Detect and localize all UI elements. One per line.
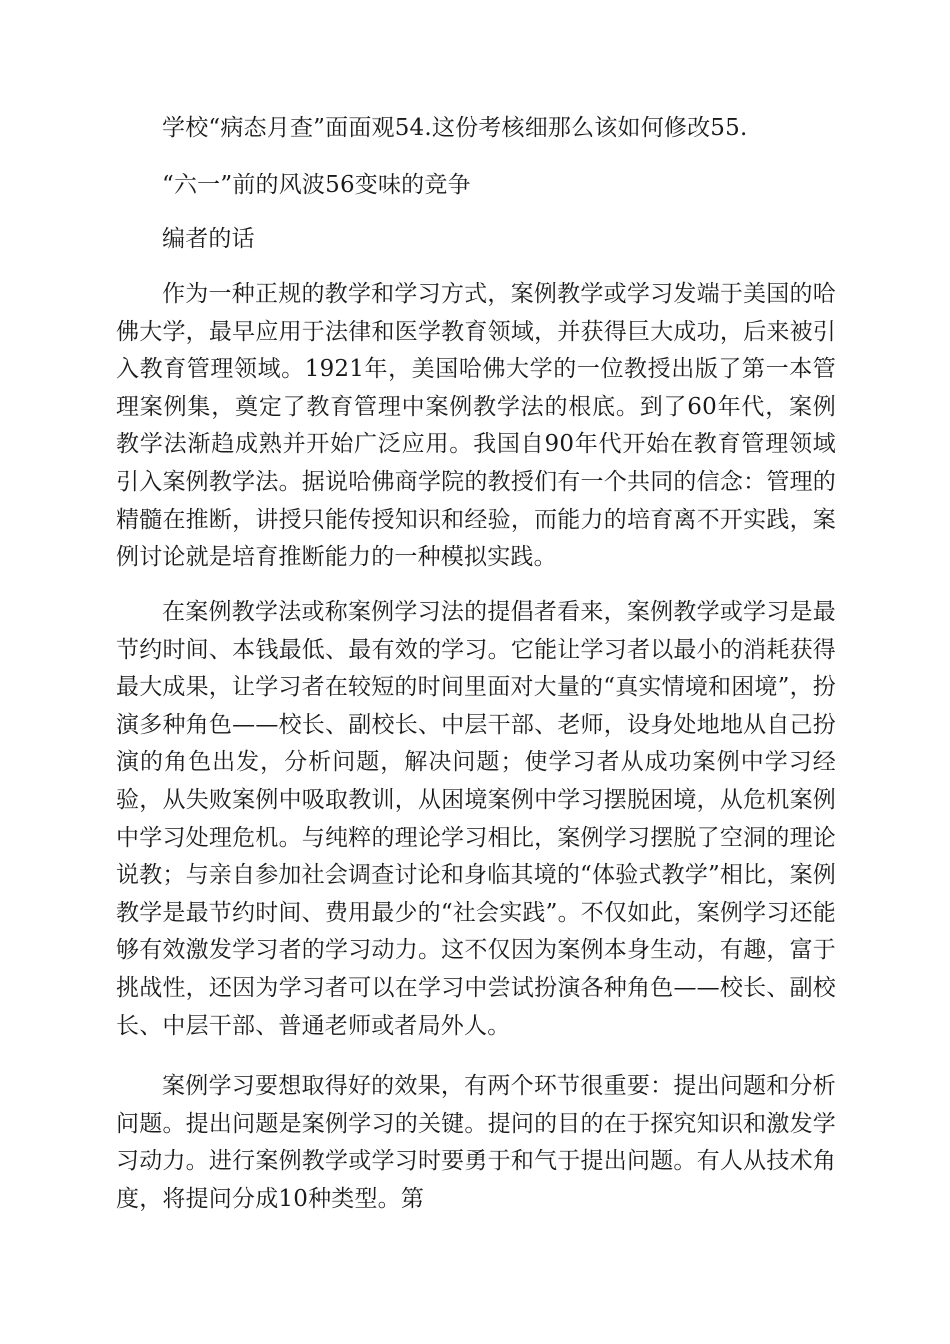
paragraph-2: 在案例教学法或称案例学习法的提倡者看来，案例教学或学习是最节约时间、本钱最低、最有效的学习。它能让学习者以最小的消耗获得最大成果，让学习者在较短的时间里面对大量的“真实情境和困境”，扮演多种角色——校长、副校长、中层干部、老师，设身处地地从自己扮演的角色出发，分析问题，解决问题；使学习者从成功案例中学习经验，从失败案例中吸取教训，从困境案例中学习摆脱困境，从危机案例中学习处理危机。与纯粹的理论学习相比，案例学习摆脱了空洞的理论说教；与亲自参加社会调查讨论和身临其境的“体验式教学”相比，案例教学是最节约时间、费用最少的“社会实践”。不仅如此，案例学习还能够有效激发学习者的学习动力。这不仅因为案例本身生动，有趣，富于挑战性，还因为学习者可以在学习中尝试扮演各种角色——校长、副校长、中层干部、普通老师或者局外人。 [116,599,836,1039]
paragraph-3: 案例学习要想取得好的效果，有两个环节很重要：提出问题和分析问题。提出问题是案例学习的关键。提问的目的在于探究知识和激发学习动力。进行案例教学或学习时要勇于和气于提出问题。有人从技术角度，将提问分成10种类型。第 [116,1073,836,1212]
toc-line-1: 学校“病态月查”面面观54.这份考核细那么该如何修改55. [162,115,748,141]
editor-note-heading: 编者的话 [162,226,255,252]
toc-line-2: “六一”前的风波56变味的竞争 [162,172,471,198]
paragraph-1: 作为一种正规的教学和学习方式，案例教学或学习发端于美国的哈佛大学，最早应用于法律和医学教育领域，并获得巨大成功，后来被引入教育管理领域。1921年，美国哈佛大学的一位教授出版了第一本管理案例集，奠定了教育管理中案例教学法的根底。到了60年代，案例教学法渐趋成熟并开始广泛应用。我国自90年代开始在教育管理领域引入案例教学法。据说哈佛商学院的教授们有一个共同的信念：管理的精髓在推断，讲授只能传授知识和经验，而能力的培育离不开实践，案例讨论就是培育推断能力的一种模拟实践。 [116,281,836,571]
